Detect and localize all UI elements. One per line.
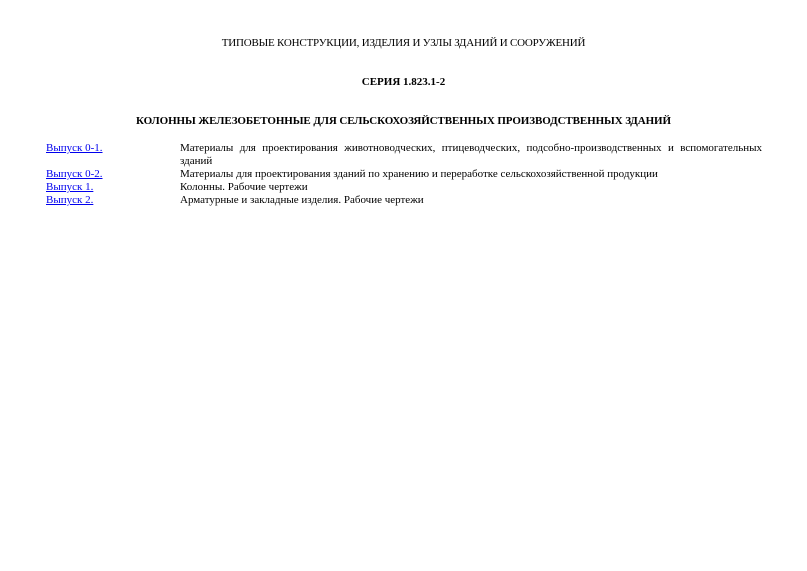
issue-row (46, 142, 762, 168)
issue-link-1[interactable]: Выпуск 1. (46, 181, 94, 193)
issue-link-0-2[interactable]: Выпуск 0-2. (46, 168, 103, 180)
issue-link-0-1[interactable]: Выпуск 0-1. (46, 142, 103, 154)
issue-description: Материалы для проектирования животноводческих, птицеводческих, подсобно-производственных и вспомогательных зданий (180, 142, 762, 167)
issue-description: Арматурные и закладные изделия. Рабочие чертежи (180, 194, 424, 206)
issue-row (46, 181, 762, 194)
issue-link-2[interactable]: Выпуск 2. (46, 194, 94, 206)
issues-list (46, 142, 762, 207)
issue-description: Материалы для проектирования зданий по хранению и переработке сельскохозяйственной продукции (180, 168, 658, 180)
issue-row (46, 194, 762, 207)
issue-description: Колонны. Рабочие чертежи (180, 181, 308, 193)
series-heading: СЕРИЯ 1.823.1-2 (361, 76, 446, 88)
document-title: КОЛОННЫ ЖЕЛЕЗОБЕТОННЫЕ ДЛЯ СЕЛЬСКОХОЗЯЙСТВЕННЫХ ПРОИЗВОДСТВЕННЫХ ЗДАНИЙ (136, 115, 671, 127)
category-heading: ТИПОВЫЕ КОНСТРУКЦИИ, ИЗДЕЛИЯ И УЗЛЫ ЗДАНИЙ И СООРУЖЕНИЙ (221, 37, 586, 49)
issue-row (46, 168, 762, 181)
